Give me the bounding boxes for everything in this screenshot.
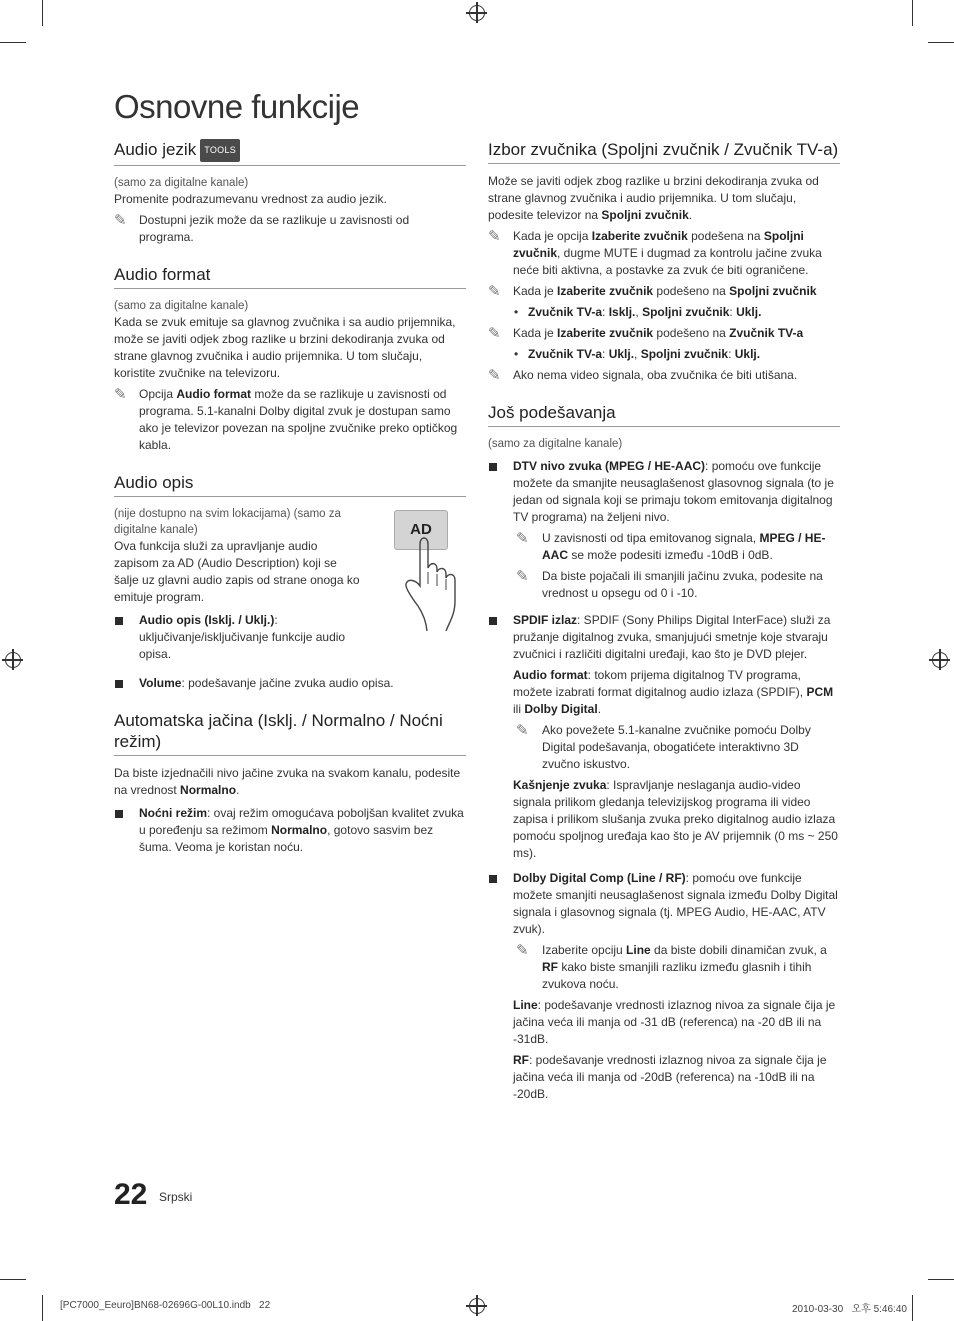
note-bold: RF	[542, 960, 558, 974]
section-heading: Audio format	[114, 264, 466, 289]
bullet-bold: Volume	[139, 676, 182, 690]
scope-text: (nije dostupno na svim lokacijama) (samo za digitalne kanale)	[114, 508, 341, 536]
note-text: Da biste pojačali ili smanjili jačinu zvuka, podesite na vrednost u opsegu od 0 i -10.	[542, 569, 823, 600]
note-text: se može podesiti između -10dB i 0dB.	[568, 548, 773, 562]
body-text: Promenite podrazumevanu vrednost za audio jezik.	[114, 192, 387, 206]
bullet-bold: DTV nivo zvuka (MPEG / HE-AAC)	[513, 459, 706, 473]
note-bold: Izaberite zvučnik	[591, 229, 688, 243]
crop-mark	[912, 1295, 913, 1321]
bullet-text: : podešavanje jačine zvuka audio opisa.	[181, 676, 394, 690]
dot-bold: Uklj.	[734, 347, 761, 361]
bullet-item	[488, 612, 840, 663]
dot-bold: Isklj.	[608, 305, 636, 319]
note-text: podešeno na	[653, 326, 730, 340]
note-pencil-icon: ✎	[516, 530, 529, 547]
audio-opis-body	[114, 506, 466, 663]
sub-note	[488, 722, 840, 773]
bullet-text: , gotovo sasvim bez šuma. Veoma je koristan noću.	[139, 823, 434, 854]
page-title: Osnovne funkcije	[114, 88, 360, 125]
body-text: Kada se zvuk emituje sa glavnog zvučnika i sa audio prijemnika, može se javiti odjek zbog razlike u brzini dekodiranja zvuka od strane glavnog zvučnika i audio prijemnika. U tom slučaju, koristite zvučnike na televizoru.	[114, 315, 456, 380]
sub-paragraph	[488, 777, 840, 862]
bullet-text: : pomoću ove funkcije možete da smanjite neusaglašenost glasovnog signala (to je jedan od signala koji se primaju tokom emitovanja digitalnog TV programa) na željeni nivo.	[513, 459, 834, 524]
note-pencil-icon: ✎	[516, 942, 529, 959]
bullet-text: : uključivanje/isključivanje funkcije audio opisa.	[139, 613, 346, 661]
section-heading	[114, 139, 466, 166]
section-heading: Još podešavanja	[488, 402, 840, 427]
note-text: U zavisnosti od tipa emitovanog signala,	[542, 531, 760, 545]
bullet-square-icon	[115, 810, 123, 818]
left-column	[114, 139, 466, 874]
registration-mark-icon	[469, 5, 485, 21]
sub-bold: Audio format	[513, 668, 588, 682]
sub-bold: RF	[513, 1053, 529, 1067]
note-pencil-icon: ✎	[488, 367, 501, 384]
note-text: Kada je	[513, 326, 558, 340]
bullet-bold: Dolby Digital Comp (Line / RF)	[513, 871, 686, 885]
ad-button-icon: AD	[394, 510, 448, 550]
body-text	[488, 173, 840, 224]
section-heading: Izbor zvučnika (Spoljni zvučnik / Zvučnik TV-a)	[488, 139, 840, 164]
right-column	[488, 139, 840, 1121]
sub-text: .	[597, 702, 602, 716]
note-bold: Spoljni zvučnik	[513, 229, 804, 260]
dot-text: :	[602, 305, 609, 319]
bullet-text: : SPDIF (Sony Philips Digital InterFace) služi za pružanje digitalnog zvuka, smanjujući smetnje koje stvaraju zvučnici i različiti digitalni uređaji, kao što je DVD plejer.	[513, 613, 831, 661]
note-bold: Spoljni zvučnik	[729, 284, 817, 298]
note-bold: MPEG / HE-AAC	[542, 531, 826, 562]
crop-mark	[42, 0, 43, 26]
crop-mark	[0, 42, 26, 43]
section-audio-opis	[114, 472, 466, 692]
bullet-dot-icon: •	[514, 305, 519, 319]
dot-text: ,	[634, 347, 641, 361]
page-number: 22	[114, 1178, 148, 1211]
note-text: podešeno na	[653, 284, 730, 298]
scope-text: (samo za digitalne kanale)	[114, 300, 249, 312]
sub-text: : podešavanje vrednosti izlaznog nivoa za signale čija je jačina veća ili manja od -20dB (referenca) na -10dB ili na -20dB.	[513, 1053, 827, 1101]
registration-mark-icon	[469, 1298, 485, 1314]
sub-bold: Kašnjenje zvuka	[513, 778, 607, 792]
bullet-text: : ovaj režim omogućava poboljšan kvalitet zvuka u poređenju sa režimom	[139, 806, 464, 837]
section-heading: Automatska jačina (Isklj. / Normalno / Noćni režim)	[114, 710, 466, 756]
section-audio-format	[114, 264, 466, 454]
bullet-text: : pomoću ove funkcije možete smanjiti neusaglašenost signala između Dolby Digital signala i glasovnog signala (tj. MPEG Audio, HE-AAC, ATV zvuk).	[513, 871, 838, 936]
sub-note	[488, 530, 840, 564]
heading-text: Audio jezik	[114, 140, 197, 159]
dot-bold: Uklj.	[736, 305, 762, 319]
bullet-item	[114, 805, 466, 856]
note-text: Kada je opcija	[513, 229, 592, 243]
note-text: da biste dobili dinamičan zvuk, a	[650, 943, 827, 957]
body-text-part: .	[236, 783, 240, 797]
section-jos-podesavanja	[488, 402, 840, 1103]
registration-mark-icon	[5, 652, 21, 668]
note-bold: Line	[626, 943, 651, 957]
note-pencil-icon: ✎	[114, 386, 127, 403]
note-text: Opcija	[139, 387, 177, 401]
crop-mark	[0, 1279, 26, 1280]
ad-button-illustration	[390, 506, 466, 631]
note-pencil-icon: ✎	[516, 722, 529, 739]
sub-paragraph	[488, 667, 840, 718]
sub-bold: Line	[513, 998, 538, 1012]
bullet-square-icon	[489, 875, 497, 883]
sub-bold: PCM	[806, 685, 834, 699]
crop-mark	[928, 1279, 954, 1280]
note-pencil-icon: ✎	[488, 228, 501, 245]
note-bold: Audio format	[176, 387, 252, 401]
sub-paragraph	[488, 1052, 840, 1103]
dot-bold: Zvučnik TV-a	[528, 305, 603, 319]
note-bold: Izaberite zvučnik	[557, 284, 654, 298]
scope-text: (samo za digitalne kanale)	[488, 438, 623, 450]
dot-bold: Spoljni zvučnik	[640, 347, 729, 361]
note-text: može da se razlikuje u zavisnosti od programa. 5.1-kanalni Dolby digital zvuk je dostupan samo ako je televizor povezan na spoljne zvučnike preko optičkog kabla.	[139, 387, 458, 452]
sub-note	[488, 942, 840, 993]
sub-text: : tokom prijema digitalnog TV programa, možete izabrati format digitalnog audio izlaza (SPDIF),	[513, 668, 807, 699]
print-file-info: [PC7000_Eeuro]BN68-02696G-00L10.indb 22	[60, 1300, 271, 1311]
dot-bold: Zvučnik TV-a	[528, 347, 603, 361]
dot-item	[488, 346, 840, 363]
sub-text: ili	[513, 702, 525, 716]
crop-mark	[42, 1295, 43, 1321]
crop-mark	[928, 42, 954, 43]
note-pencil-icon: ✎	[488, 283, 501, 300]
bullet-square-icon	[115, 680, 123, 688]
bullet-item	[114, 675, 466, 692]
bullet-bold: Normalno	[271, 823, 328, 837]
dot-text: ,	[635, 305, 643, 319]
body-text	[114, 765, 466, 799]
body-text-part: .	[688, 208, 693, 222]
dot-bold: Uklj.	[608, 347, 635, 361]
bullet-square-icon	[489, 617, 497, 625]
note-text: Ako nema video signala, oba zvučnika će biti utišana.	[513, 368, 798, 382]
note-text: , dugme MUTE i dugmad za kontrolu jačine zvuka neće biti aktivna, a postavke za zvuk će biti ograničene.	[513, 246, 822, 277]
bullet-item	[488, 870, 840, 938]
note	[488, 283, 840, 300]
note-bold: Zvučnik TV-a	[729, 326, 804, 340]
bullet-bold: Noćni režim	[139, 806, 208, 820]
section-audio-jezik	[114, 139, 466, 246]
bullet-item	[488, 458, 840, 526]
note-bold: Izaberite zvučnik	[557, 326, 654, 340]
note	[488, 367, 840, 384]
section-automatska-jacina	[114, 710, 466, 856]
print-timestamp: 2010-03-30 오후 5:46:40	[792, 1304, 907, 1315]
body-text: Ova funkcija služi za upravljanje audio zapisom za AD (Audio Description) koji se šalje uz glavni audio zapis od strane onoga ko emituje program.	[114, 539, 360, 604]
note-text: kako biste smanjili razliku između glasnih i tihih zvukova noću.	[542, 960, 812, 991]
body-bold: Normalno	[180, 783, 237, 797]
body-text-part: Da biste izjednačili nivo jačine zvuka na svakom kanalu, podesite na vrednost	[114, 766, 461, 797]
dot-bold: Spoljni zvučnik	[642, 305, 730, 319]
dot-text: :	[729, 305, 737, 319]
pointing-hand-icon	[390, 506, 466, 631]
dot-text: :	[602, 347, 609, 361]
body-text-part: Može se javiti odjek zbog razlike u brzini dekodiranja zvuka od strane glavnog zvučnika i audio prijemnika. U tom slučaju, podesite televizor na	[488, 174, 819, 222]
section-heading: Audio opis	[114, 472, 466, 497]
dot-text: :	[728, 347, 735, 361]
note-text: Dostupni jezik može da se razlikuje u zavisnosti od programa.	[139, 213, 410, 244]
note	[114, 212, 466, 246]
sub-bold: Dolby Digital	[524, 702, 598, 716]
note-text: Kada je	[513, 284, 558, 298]
tools-badge: TOOLS	[200, 139, 240, 162]
body-bold: Spoljni zvučnik	[601, 208, 689, 222]
note-pencil-icon: ✎	[114, 212, 127, 229]
sub-text: : Ispravljanje neslaganja audio-video signala prilikom gledanja televizijskog programa ili video zapisa i prilikom slušanja zvuka preko digitalnog audio izlaza pomoću spoljnog uređaja kao što je AV prijemnik (0 ms ~ 250 ms).	[513, 778, 838, 860]
scope-text: (samo za digitalne kanale)	[114, 177, 249, 189]
note	[488, 228, 840, 279]
note-pencil-icon: ✎	[516, 568, 529, 585]
note-text: Izaberite opciju	[542, 943, 627, 957]
audio-opis-text	[114, 506, 364, 663]
note-pencil-icon: ✎	[488, 325, 501, 342]
sub-note	[488, 568, 840, 602]
bullet-item	[114, 612, 364, 663]
dot-item	[488, 304, 840, 321]
bullet-square-icon	[115, 617, 123, 625]
bullet-bold: SPDIF izlaz	[513, 613, 578, 627]
note	[114, 386, 466, 454]
section-izbor-zvucnika	[488, 139, 840, 384]
bullet-dot-icon: •	[514, 347, 519, 361]
bullet-square-icon	[489, 463, 497, 471]
note-text: podešena na	[687, 229, 764, 243]
note-text: Ako povežete 5.1-kanalne zvučnike pomoću Dolby Digital podešavanja, obogatićete interaktivno 3D zvučno iskustvo.	[542, 723, 811, 771]
registration-mark-icon	[932, 652, 948, 668]
sub-paragraph	[488, 997, 840, 1048]
crop-mark	[912, 0, 913, 26]
sub-text: : podešavanje vrednosti izlaznog nivoa za signale čija je jačina veća ili manja od -31 dB (referenca) na -20 dB ili na -31dB.	[513, 998, 836, 1046]
note	[488, 325, 840, 342]
page-language: Srpski	[159, 1190, 193, 1204]
bullet-bold: Audio opis (Isklj. / Uklj.)	[139, 613, 275, 627]
